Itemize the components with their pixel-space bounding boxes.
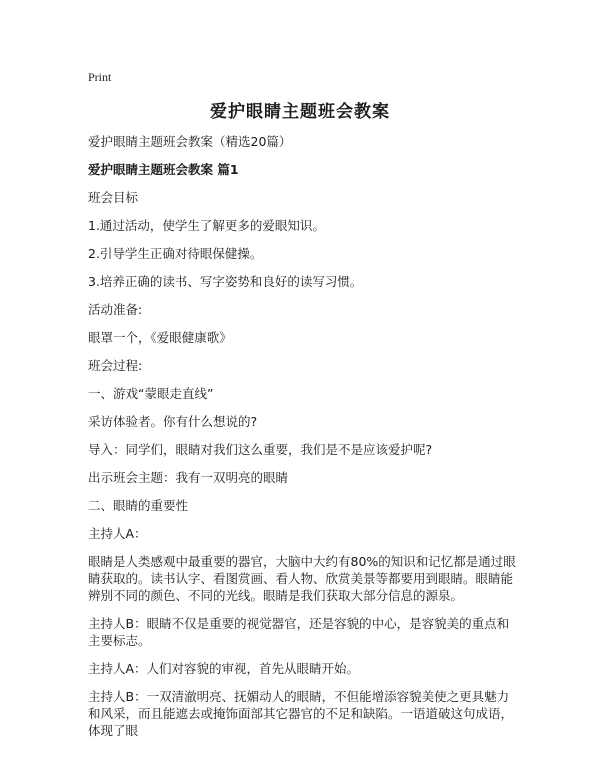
paragraph: 主持人B：一双清澈明亮、抚媚动人的眼睛，不但能增添容貌美使之更具魅力和风采，而且能遮去或掩饰面部其它器官的不足和缺陷。一语道破这句成语，体现了眼: [88, 689, 514, 738]
paragraph: 眼睛是人类感观中最重要的器官，大脑中大约有80%的知识和记忆都是通过眼睛获取的。读书认字、看图赏画、看人物、欣赏美景等都要用到眼睛。眼睛能辨别不同的颜色、不同的光线。眼睛是我们获取大部分信息的源泉。: [88, 554, 516, 603]
paragraph: 班会过程:: [88, 358, 143, 373]
paragraph: 一、游戏“蒙眼走直线”: [88, 386, 214, 401]
paragraph: 2.引导学生正确对待眼保健操。: [88, 246, 263, 261]
paragraph: 出示班会主题：我有一双明亮的眼睛: [88, 470, 289, 485]
paragraph: 采访体验者。你有什么想说的?: [88, 414, 258, 429]
paragraph: 3.培养正确的读书、写字姿势和良好的读写习惯。: [88, 274, 363, 289]
document-body: [88, 133, 518, 750]
paragraph: 班会目标: [88, 190, 139, 205]
paragraph: 活动准备:: [88, 302, 143, 317]
print-link[interactable]: Print: [88, 70, 112, 84]
subtitle: 爱护眼睛主题班会教案（精选20篇）: [88, 134, 292, 149]
paragraph: 导入：同学们，眼睛对我们这么重要，我们是不是应该爱护呢?: [88, 442, 433, 457]
paragraph: 1.通过活动，使学生了解更多的爱眼知识。: [88, 218, 325, 233]
document-title: 爱护眼睛主题班会教案: [210, 102, 390, 122]
paragraph: 眼罩一个，《爱眼健康歌》: [88, 330, 232, 345]
paragraph: 主持人A：人们对容貌的审视，首先从眼睛开始。: [88, 661, 360, 676]
paragraph: 二、眼睛的重要性: [88, 498, 189, 513]
section-heading: 爱护眼睛主题班会教案 篇1: [88, 162, 239, 177]
paragraph: 主持人A：: [88, 526, 147, 541]
paragraph: 主持人B：眼睛不仅是重要的视觉器官，还是容貌的中心，是容貌美的重点和主要标志。: [88, 616, 510, 648]
